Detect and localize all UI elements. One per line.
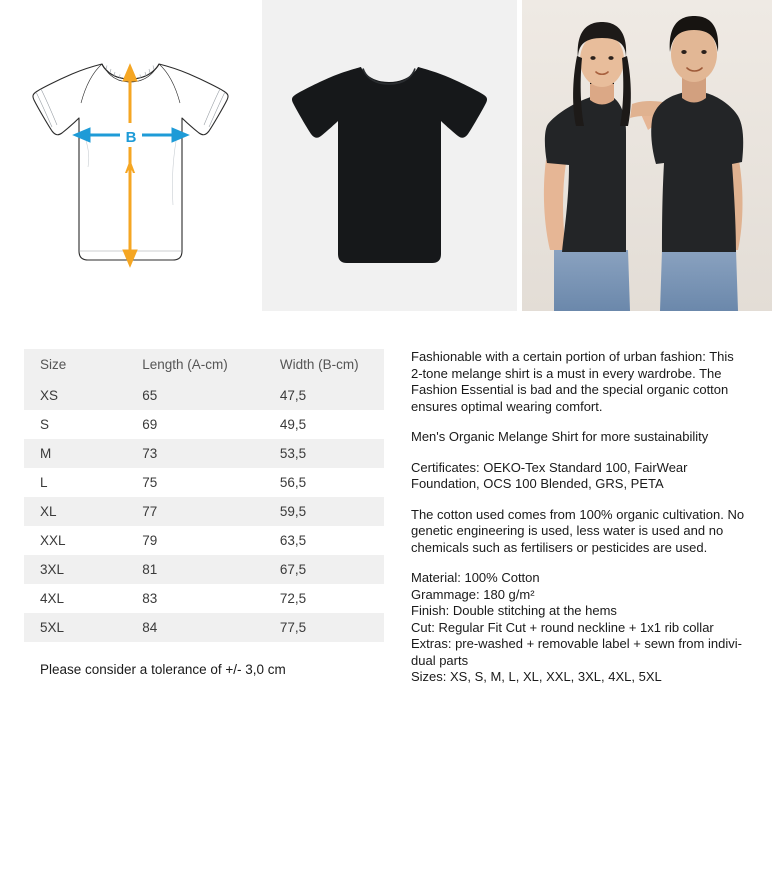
label-a: A: [124, 160, 136, 177]
cell-width: 47,5: [279, 388, 307, 403]
lifestyle-photo-panel: [522, 0, 772, 311]
product-image-strip: [0, 0, 777, 311]
description-certificates: Certificates: OEKO-Tex Standard 100, FairWear Foundation, OCS 100 Blended, GRS, PETA: [411, 459, 688, 491]
size-table-body: [24, 381, 384, 642]
cell-size: S: [40, 417, 50, 432]
cell-length: 77: [142, 504, 158, 519]
tshirt-flat-image: [287, 55, 492, 270]
column-header-width: Width (B-cm): [264, 349, 384, 381]
cell-width: 53,5: [279, 446, 307, 461]
spec-finish: Finish: Double stitching at the hems: [411, 603, 617, 618]
specification-list: [411, 570, 748, 686]
table-row: [24, 555, 384, 584]
cell-length: 79: [142, 533, 158, 548]
cell-length: 69: [142, 417, 158, 432]
cell-size: 3XL: [40, 562, 65, 577]
tshirt-technical-drawing: [28, 55, 233, 270]
measurement-diagram-panel: [0, 0, 257, 311]
cell-width: 63,5: [279, 533, 307, 548]
table-row: [24, 468, 384, 497]
cell-size: XXL: [40, 533, 66, 548]
spec-material: Material: 100% Cotton: [411, 570, 540, 585]
table-row: [24, 526, 384, 555]
table-row: [24, 613, 384, 642]
cell-length: 65: [142, 388, 158, 403]
description-subtitle: Men's Organic Melange Shirt for more sustainability: [411, 429, 709, 444]
description-intro: Fashionable with a certain portion of urban fashion: This 2-tone melange shirt is a must in every wardrobe. The Fashion Essential is bad and the special organic cotton ensures optimal wearing comfort.: [411, 349, 734, 414]
spec-sizes: Sizes: XS, S, M, L, XL, XXL, 3XL, 4XL, 5XL: [411, 669, 662, 684]
cell-width: 49,5: [279, 417, 307, 432]
size-table-column: [0, 349, 388, 686]
description-column: [388, 349, 748, 686]
cell-size: L: [40, 475, 48, 490]
cell-width: 77,5: [279, 620, 307, 635]
cell-width: 67,5: [279, 562, 307, 577]
cell-width: 72,5: [279, 591, 307, 606]
cell-size: 5XL: [40, 620, 65, 635]
table-row: [24, 584, 384, 613]
cell-size: XL: [40, 504, 57, 519]
size-chart-table: [24, 349, 384, 642]
cell-size: XS: [40, 388, 59, 403]
flat-product-image-panel: [262, 0, 517, 311]
spec-grammage: Grammage: 180 g/m²: [411, 586, 535, 602]
cell-width: 59,5: [279, 504, 307, 519]
table-row: [24, 439, 384, 468]
table-row: [24, 497, 384, 526]
description-cotton: The cotton used comes from 100% organic cultivation. No genetic engineering is used, less water is used and no chemicals such as fertilisers or pesticides are used.: [411, 506, 745, 555]
column-header-size: Size: [24, 349, 126, 381]
spec-extras: Extras: pre-washed + removable label + sewn from indivi-dual parts: [411, 636, 742, 668]
product-details-section: [0, 349, 777, 686]
cell-length: 81: [142, 562, 158, 577]
cell-length: 75: [142, 475, 158, 490]
label-b: B: [125, 129, 137, 146]
table-row: [24, 410, 384, 439]
tolerance-note: Please consider a tolerance of +/- 3,0 cm: [40, 662, 286, 677]
cell-width: 56,5: [279, 475, 307, 490]
cell-length: 73: [142, 446, 158, 461]
column-header-length: Length (A-cm): [126, 349, 264, 381]
cell-length: 83: [142, 591, 158, 606]
table-header-row: [24, 349, 384, 381]
cell-size: M: [40, 446, 52, 461]
cell-length: 84: [142, 620, 158, 635]
table-row: [24, 381, 384, 410]
cell-size: 4XL: [40, 591, 65, 606]
size-table-head: [24, 349, 384, 381]
spec-cut: Cut: Regular Fit Cut + round neckline + 1x1 rib collar: [411, 619, 714, 635]
